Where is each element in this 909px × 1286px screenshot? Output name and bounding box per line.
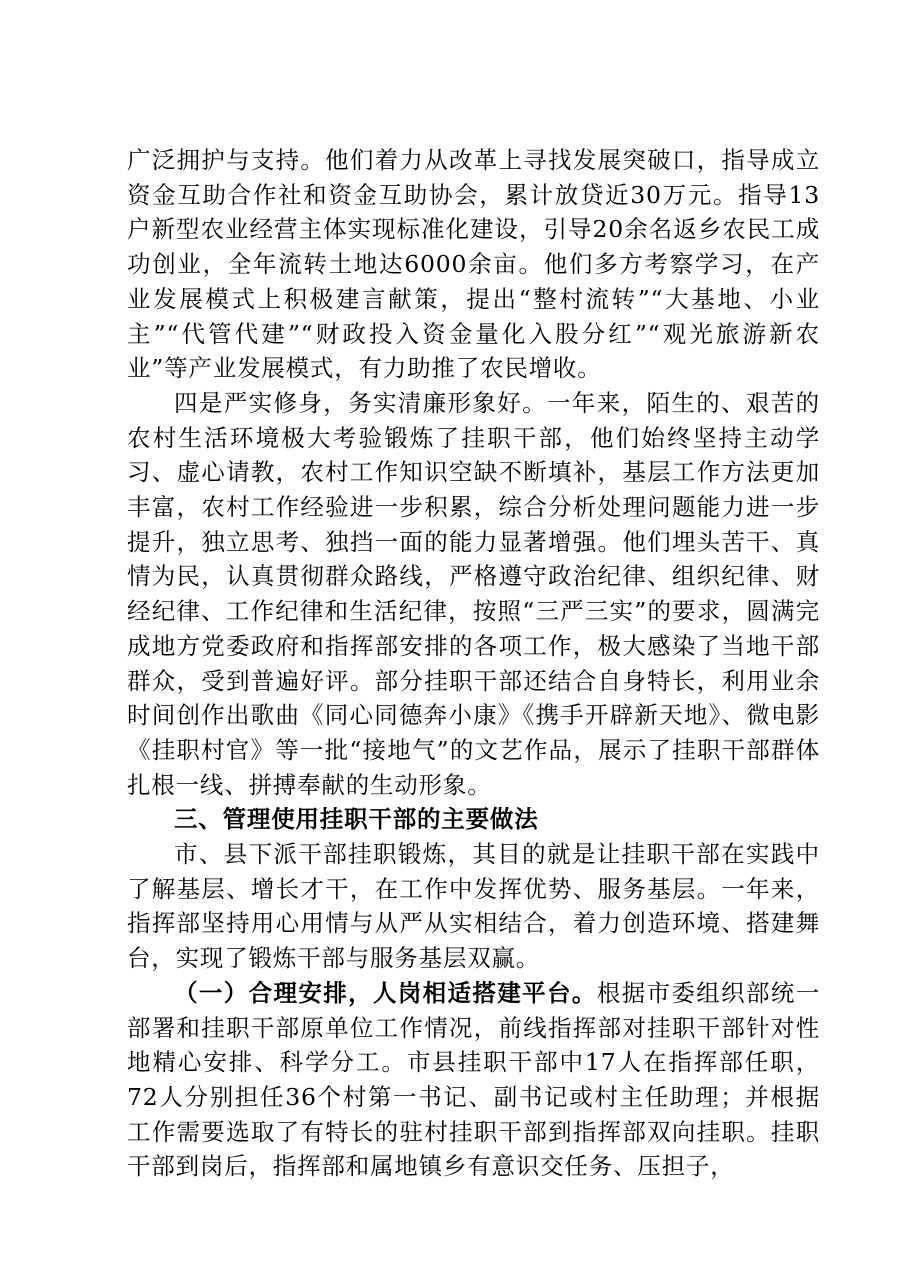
document-body <box>127 143 820 1184</box>
paragraph-continuation: 广泛拥护与支持。他们着力从改革上寻找发展突破口，指导成立资金互助合作社和资金互助协会，累计放贷近30万元。指导13户新型农业经营主体实现标准化建设，引导20余名返乡农民工成功创业，全年流转土地达6000余亩。他们多方考察学习，在产业发展模式上积极建言献策，提出“整村流转”“大基地、小业主”“代管代建”“财政投入资金量化入股分红”“观光旅游新农业”等产业发展模式，有力助推了农民增收。 <box>127 146 820 383</box>
paragraph-subsection-one <box>127 976 820 1184</box>
subsection-lead: （一）合理安排，人岗相适搭建平台。 <box>174 978 597 1007</box>
paragraph-point-four: 四是严实修身，务实清廉形象好。一年来，陌生的、艰苦的农村生活环境极大考验锻炼了挂职干部，他们始终坚持主动学习、虚心请教，农村工作知识空缺不断填补，基层工作方法更加丰富，农村工作经验进一步积累，综合分析处理问题能力进一步提升，独立思考、独挡一面的能力显著增强。他们埋头苦干、真情为民，认真贯彻群众路线，严格遵守政治纪律、组织纪律、财经纪律、工作纪律和生活纪律，按照“三严三实”的要求，圆满完成地方党委政府和指挥部安排的各项工作，极大感染了当地干部群众，受到普遍好评。部分挂职干部还结合自身特长，利用业余时间创作出歌曲《同心同德奔小康》《携手开辟新天地》、微电影《挂职村官》等一批“接地气”的文艺作品，展示了挂职干部群体扎根一线、拼搏奉献的生动形象。 <box>127 388 820 799</box>
section-heading-three: 三、管理使用挂职干部的主要做法 <box>174 805 539 834</box>
paragraph-section-intro: 市、县下派干部挂职锻炼，其目的就是让挂职干部在实践中了解基层、增长才干，在工作中发挥优势、服务基层。一年来，指挥部坚持用心用情与从严从实相结合，着力创造环境、搭建舞台，实现了锻炼干部与服务基层双赢。 <box>127 840 820 973</box>
subsection-body: 根据市委组织部统一部署和挂职干部原单位工作情况，前线指挥部对挂职干部针对性地精心安排、科学分工。市县挂职干部中17人在指挥部任职，72人分别担任36个村第一书记、副书记或村主任助理；并根据工作需要选取了有特长的驻村挂职干部到指挥部双向挂职。挂职干部到岗后，指挥部和属地镇乡有意识交任务、压担子， <box>127 978 820 1181</box>
